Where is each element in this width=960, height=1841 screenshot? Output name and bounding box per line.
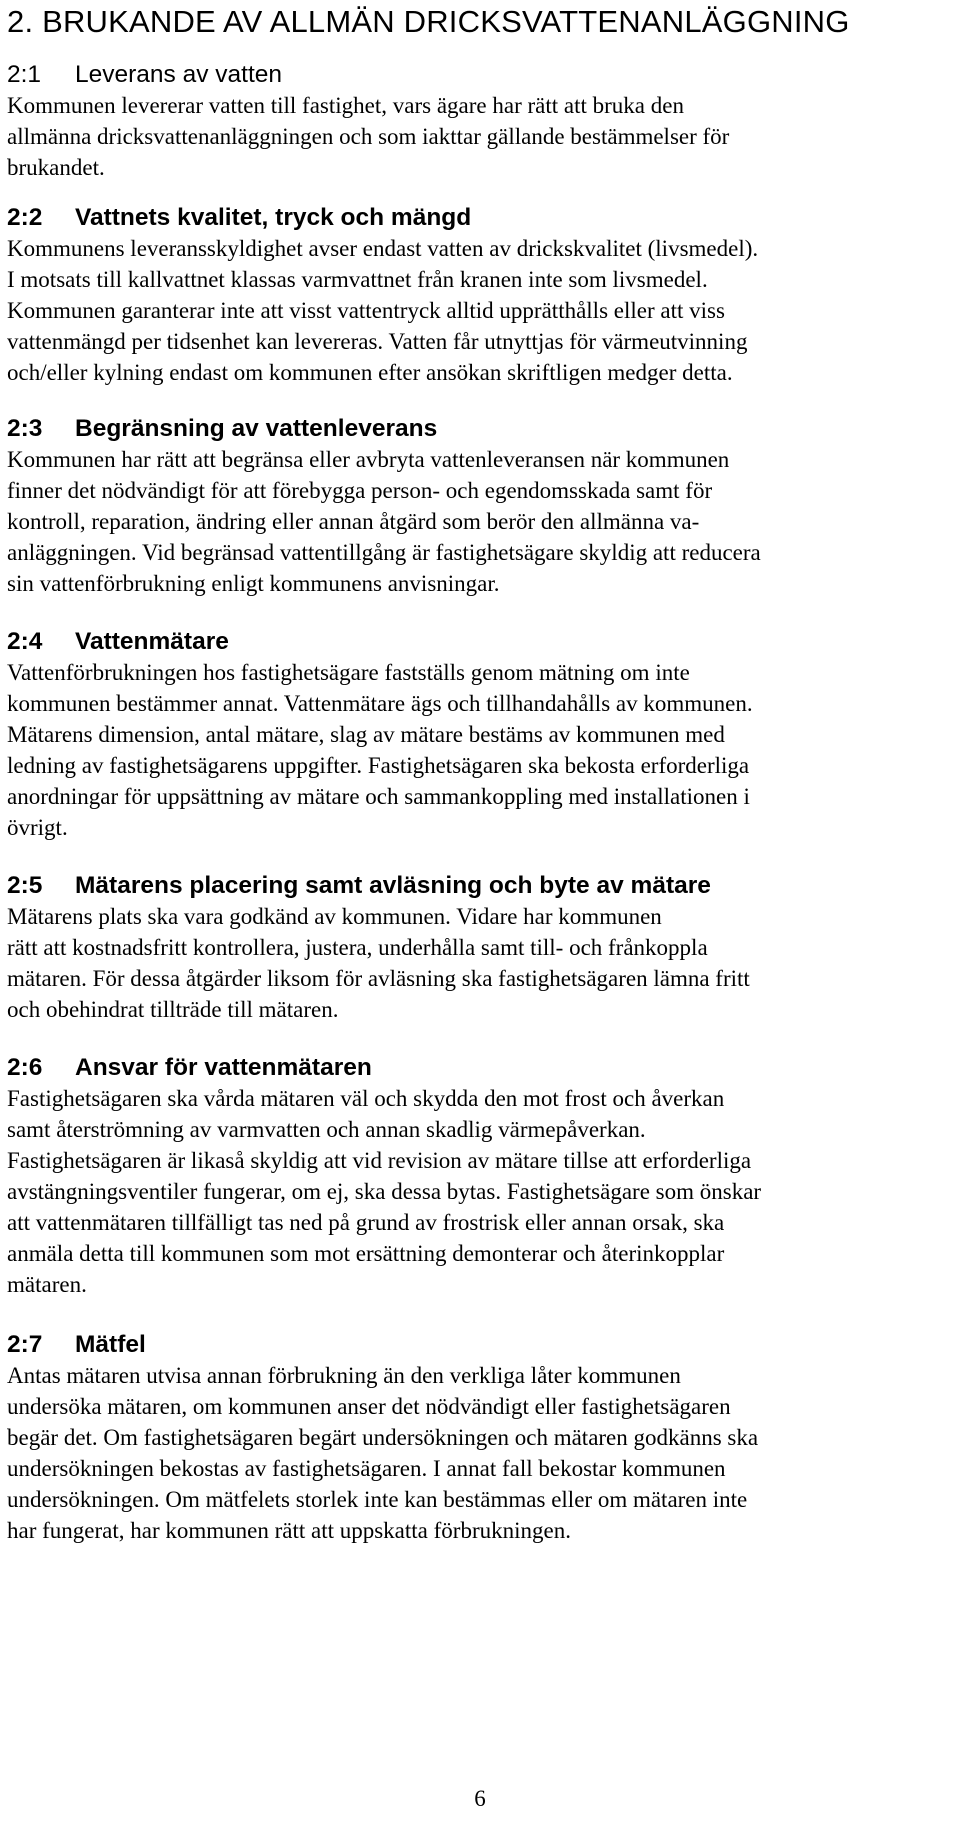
body-line: ledning av fastighetsägarens uppgifter. Fastighetsägaren ska bekosta erforderliga [7, 753, 750, 778]
section-body [7, 901, 947, 1025]
body-line: begär det. Om fastighetsägaren begärt undersökningen och mätaren godkänns ska [7, 1425, 759, 1450]
body-line: Fastighetsägaren är likaså skyldig att vid revision av mätare tillse att erforderliga [7, 1148, 752, 1173]
body-line: anordningar för uppsättning av mätare och sammankoppling med installationen i [7, 784, 750, 809]
section-title: Ansvar för vattenmätaren [75, 1054, 372, 1081]
section-number: 2:7 [7, 1331, 43, 1358]
body-line: Kommunen garanterar inte att visst vattentryck alltid upprätthålls eller att viss [7, 298, 725, 323]
body-line: och/eller kylning endast om kommunen efter ansökan skriftligen medger detta. [7, 360, 733, 385]
body-line: kommunen bestämmer annat. Vattenmätare ägs och tillhandahålls av kommunen. [7, 691, 753, 716]
body-line: Kommunens leveransskyldighet avser endast vatten av drickskvalitet (livsmedel). [7, 236, 759, 261]
section-title: Mätfel [75, 1331, 146, 1358]
body-line: anmäla detta till kommunen som mot ersättning demonterar och återinkopplar [7, 1241, 725, 1266]
body-line: rätt att kostnadsfritt kontrollera, justera, underhålla samt till- och frånkoppla [7, 935, 708, 960]
section-number: 2:3 [7, 415, 43, 442]
section-heading [7, 871, 947, 901]
body-line: att vattenmätaren tillfälligt tas ned på grund av frostrisk eller annan orsak, ska [7, 1210, 725, 1235]
body-line: Kommunen levererar vatten till fastighet, vars ägare har rätt att bruka den [7, 93, 684, 118]
section-heading [7, 414, 947, 444]
section-number: 2:4 [7, 628, 43, 655]
section-title: Begränsning av vattenleverans [75, 415, 438, 442]
body-line: undersökningen bekostas av fastighetsägaren. I annat fall bekostar kommunen [7, 1456, 726, 1481]
section-body [7, 444, 947, 599]
section-heading [7, 627, 947, 657]
section-heading [7, 1053, 947, 1083]
body-line: undersöka mätaren, om kommunen anser det nödvändigt eller fastighetsägaren [7, 1394, 731, 1419]
section-body [7, 1083, 947, 1300]
body-line: Antas mätaren utvisa annan förbrukning än den verkliga låter kommunen [7, 1363, 681, 1388]
section-body [7, 90, 947, 183]
body-line: och obehindrat tillträde till mätaren. [7, 997, 339, 1022]
section-body [7, 1360, 947, 1546]
section-title: Vattenmätare [75, 628, 229, 655]
section-heading [7, 60, 947, 90]
document-page [7, 0, 947, 1546]
section-number: 2:5 [7, 872, 43, 899]
body-line: Mätarens dimension, antal mätare, slag av mätare bestäms av kommunen med [7, 722, 725, 747]
body-line: brukandet. [7, 155, 105, 180]
body-line: övrigt. [7, 815, 68, 840]
body-line: Mätarens plats ska vara godkänd av kommunen. Vidare har kommunen [7, 904, 662, 929]
section-heading [7, 1330, 947, 1360]
section-body [7, 233, 947, 388]
body-line: har fungerat, har kommunen rätt att uppskatta förbrukningen. [7, 1518, 571, 1543]
body-line: sin vattenförbrukning enligt kommunens anvisningar. [7, 571, 500, 596]
section-number: 2:1 [7, 61, 42, 88]
section-title: Leverans av vatten [75, 61, 283, 88]
section-body [7, 657, 947, 843]
section-2-3 [7, 414, 947, 599]
section-2-5 [7, 871, 947, 1025]
section-2-2 [7, 203, 947, 388]
body-line: Kommunen har rätt att begränsa eller avbryta vattenleveransen när kommunen [7, 447, 730, 472]
section-2-1 [7, 60, 947, 183]
document-title: 2. BRUKANDE AV ALLMÄN DRICKSVATTENANLÄGGNING [7, 4, 850, 39]
section-2-6 [7, 1053, 947, 1300]
body-line: mätaren. För dessa åtgärder liksom för avläsning ska fastighetsägaren lämna fritt [7, 966, 750, 991]
body-line: undersökningen. Om mätfelets storlek inte kan bestämmas eller om mätaren inte [7, 1487, 748, 1512]
body-line: samt återströmning av varmvatten och annan skadlig värmepåverkan. [7, 1117, 646, 1142]
page-number: 6 [474, 1786, 486, 1811]
body-line: I motsats till kallvattnet klassas varmvattnet från kranen inte som livsmedel. [7, 267, 708, 292]
section-number: 2:6 [7, 1054, 43, 1081]
body-line: Vattenförbrukningen hos fastighetsägare fastställs genom mätning om inte [7, 660, 690, 685]
body-line: Fastighetsägaren ska vårda mätaren väl och skydda den mot frost och åverkan [7, 1086, 725, 1111]
body-line: finner det nödvändigt för att förebygga person- och egendomsskada samt för [7, 478, 713, 503]
section-2-7 [7, 1330, 947, 1546]
section-title: Mätarens placering samt avläsning och byte av mätare [75, 872, 711, 899]
section-number: 2:2 [7, 204, 43, 231]
section-2-4 [7, 627, 947, 843]
body-line: anläggningen. Vid begränsad vattentillgång är fastighetsägare skyldig att reducera [7, 540, 761, 565]
body-line: avstängningsventiler fungerar, om ej, ska dessa bytas. Fastighetsägare som önskar [7, 1179, 762, 1204]
body-line: vattenmängd per tidsenhet kan levereras. Vatten får utnyttjas för värmeutvinning [7, 329, 748, 354]
body-line: allmänna dricksvattenanläggningen och som iakttar gällande bestämmelser för [7, 124, 730, 149]
section-title: Vattnets kvalitet, tryck och mängd [75, 204, 472, 231]
body-line: mätaren. [7, 1272, 87, 1297]
section-heading [7, 203, 947, 233]
body-line: kontroll, reparation, ändring eller annan åtgärd som berör den allmänna va- [7, 509, 700, 534]
